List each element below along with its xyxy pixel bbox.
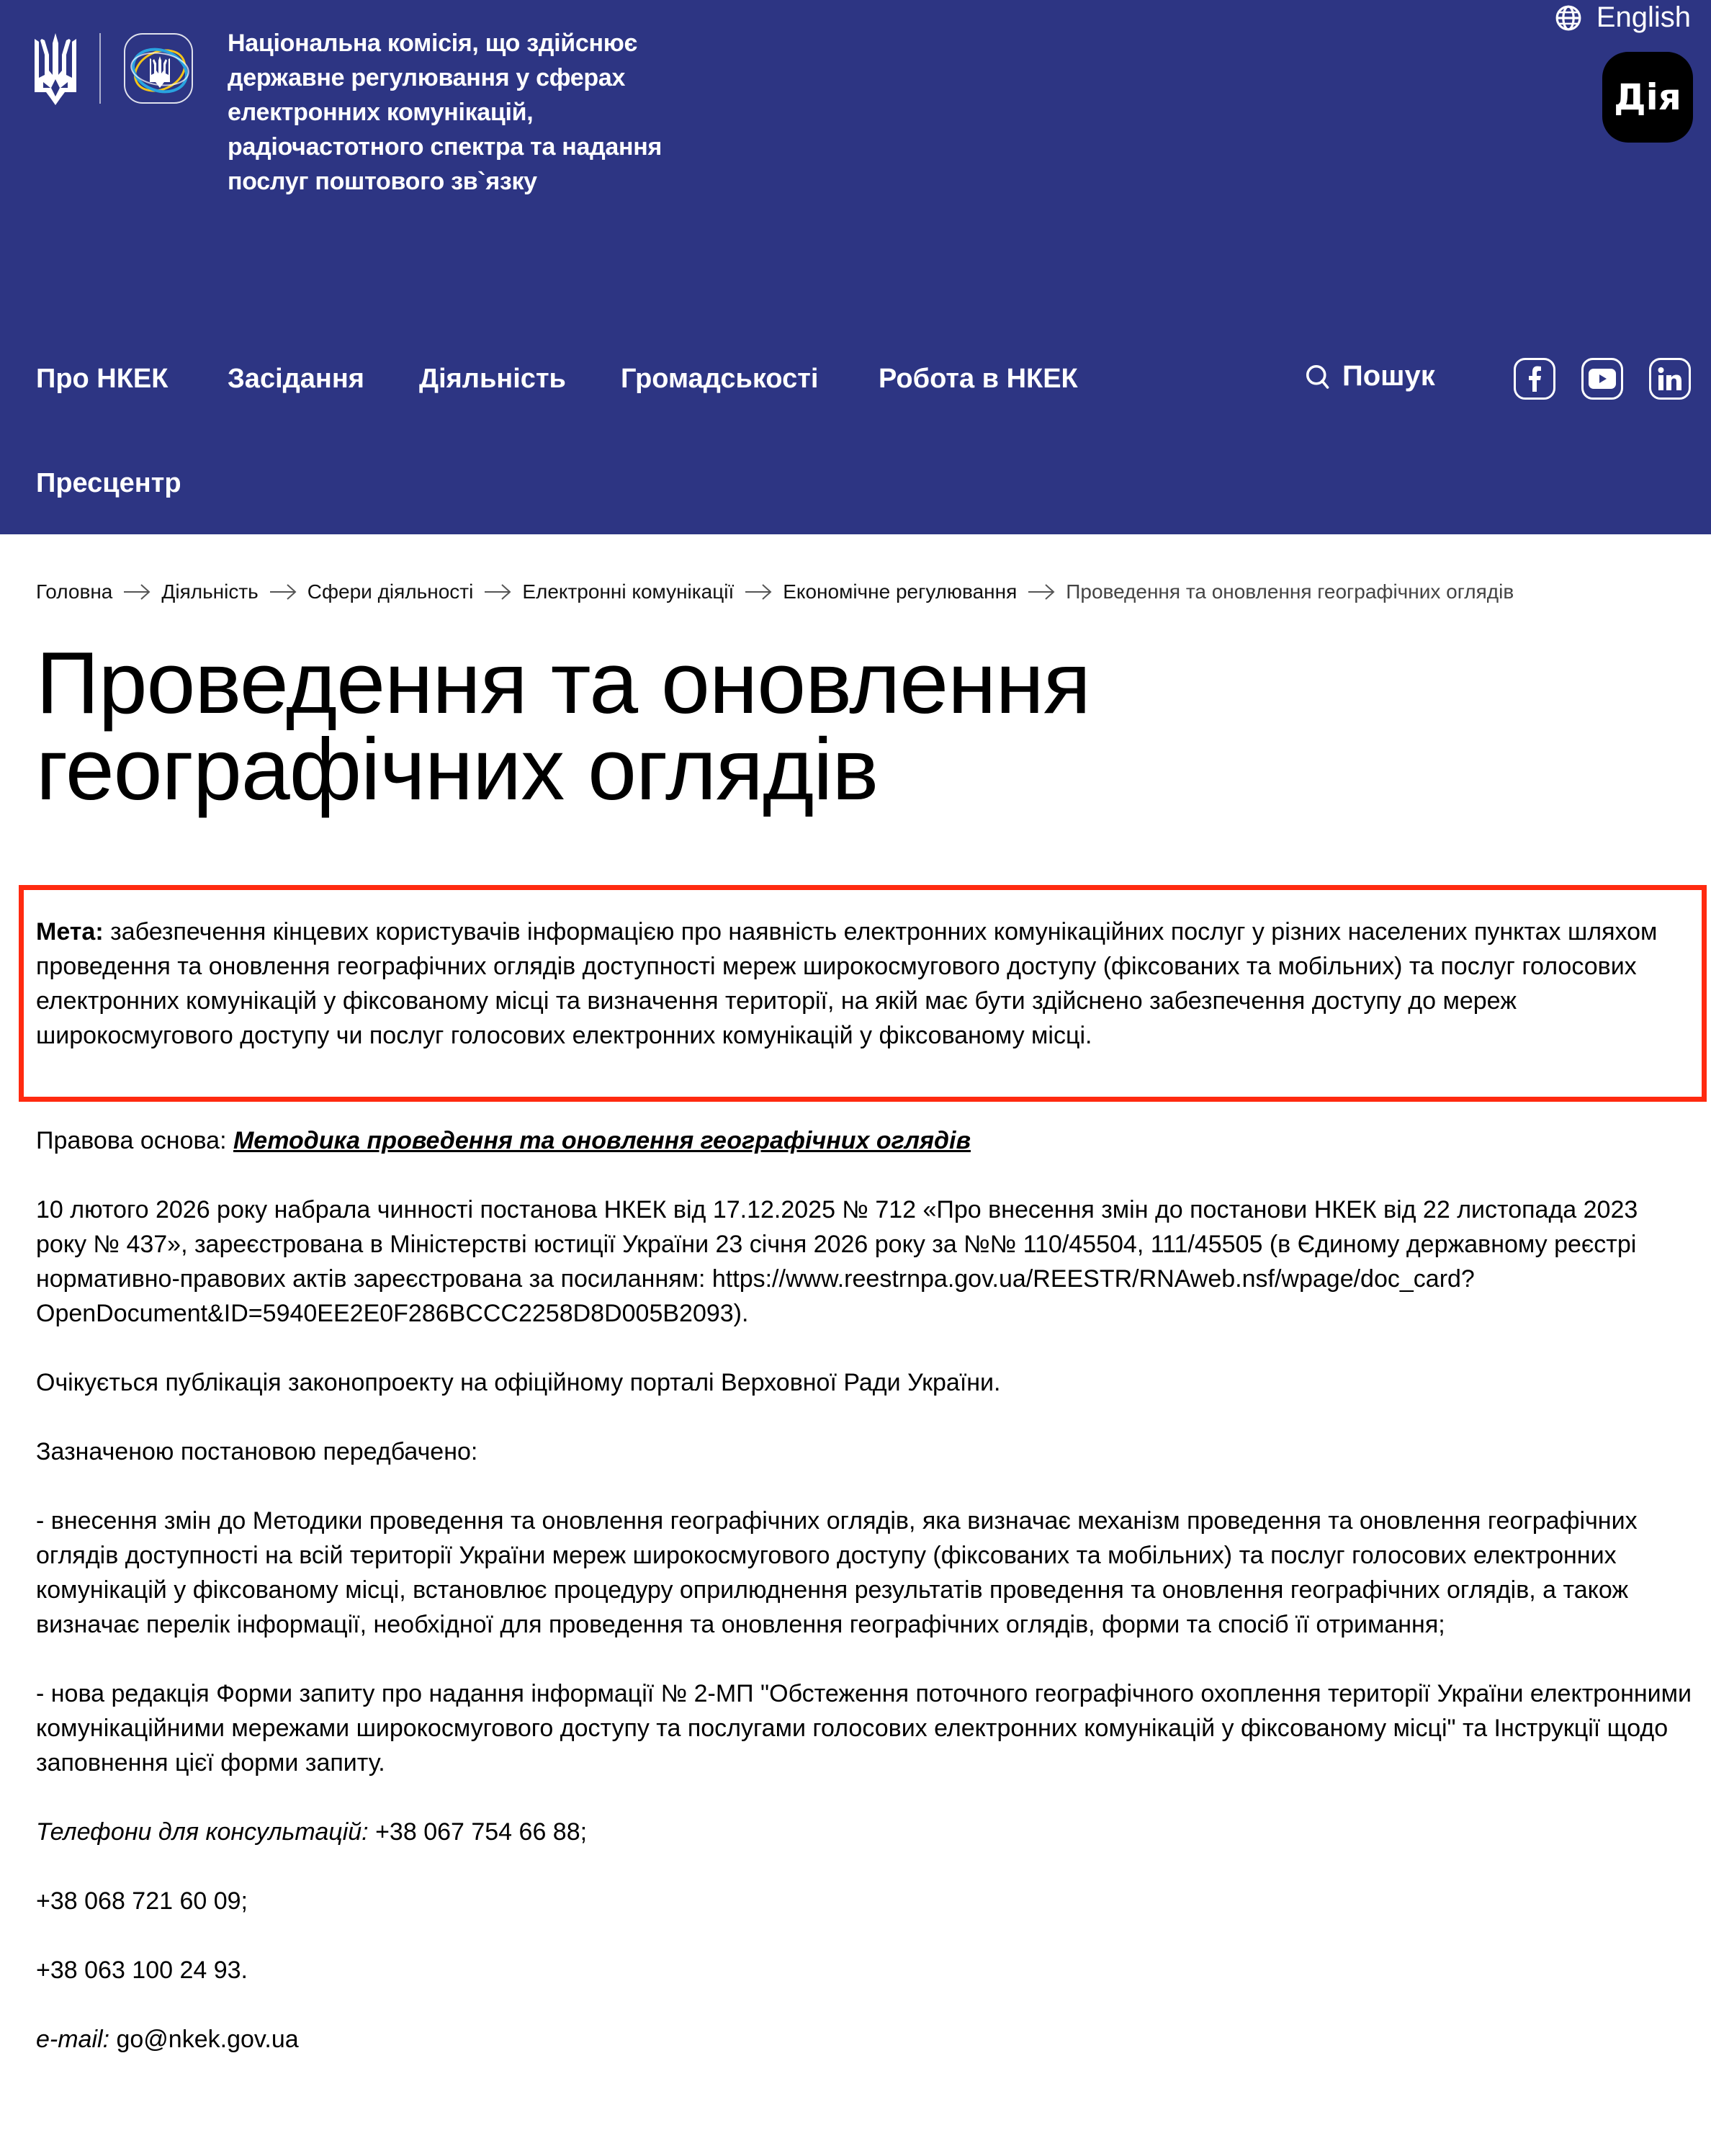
language-switch[interactable]	[1555, 1, 1691, 34]
organization-title[interactable]	[228, 26, 732, 199]
breadcrumb	[36, 580, 1514, 603]
search-icon	[1305, 364, 1331, 390]
diia-button[interactable]	[1602, 52, 1693, 143]
youtube-icon	[1589, 369, 1616, 389]
language-label: English	[1596, 1, 1691, 33]
youtube-link[interactable]	[1581, 358, 1623, 400]
search-label: Пошук	[1342, 360, 1435, 392]
methodology-link[interactable]: Методика проведення та оновлення географічних оглядів	[233, 1127, 971, 1154]
linkedin-icon	[1658, 367, 1682, 390]
arrow-right-icon	[744, 583, 773, 601]
email-line	[36, 2022, 1692, 2057]
arrow-right-icon	[122, 583, 151, 601]
trident-coat-of-arms-icon[interactable]	[35, 33, 76, 105]
breadcrumb-economic-regulation[interactable]: Економічне регулювання	[783, 580, 1018, 603]
globe-icon	[1555, 4, 1582, 32]
page-title-line: Проведення та оновлення	[36, 634, 1090, 732]
nav-item-careers[interactable]: Робота в НКЕК	[879, 364, 1078, 394]
breadcrumb-electronic-communications[interactable]: Електронні комунікації	[522, 580, 735, 603]
search-button[interactable]	[1305, 360, 1435, 392]
provision-item: - внесення змін до Методики проведення та оновлення географічних оглядів, яка визначає механізм проведення та оновлення географічних оглядів доступності на всій території України мереж широкосмугового доступу (фіксованих та мобільних) та послуг голосових електронних комунікацій у фіксованому місці, встановлює процедуру оприлюднення результатів проведення та оновлення географічних оглядів, а також визначає перелік інформації, необхідної для проведення та оновлення географічних оглядів, форми та спосіб її отримання;	[36, 1507, 1638, 1638]
facebook-icon	[1527, 366, 1542, 392]
phones-label: Телефони для консультацій:	[36, 1818, 369, 1846]
org-title-line: Національна комісія, що здійснює	[228, 30, 637, 57]
nkek-logo[interactable]	[124, 33, 193, 104]
legal-basis	[36, 1123, 1692, 1158]
nav-item-public[interactable]: Громадськості	[621, 364, 819, 394]
breadcrumb-home[interactable]: Головна	[36, 580, 113, 603]
breadcrumb-areas[interactable]: Сфери діяльності	[307, 580, 474, 603]
page-content	[36, 1123, 1692, 2091]
legal-basis-label: Правова основа:	[36, 1127, 233, 1154]
nav-item-press-center[interactable]: Пресцентр	[36, 468, 181, 498]
diia-label: Дія	[1614, 76, 1681, 118]
phones-line	[36, 1815, 1692, 1849]
goal-label: Мета:	[36, 918, 104, 946]
page-title	[36, 634, 1404, 818]
goal-paragraph	[36, 915, 1692, 1053]
phone-number[interactable]: +38 067 754 66 88;	[368, 1818, 588, 1846]
arrow-right-icon	[1027, 583, 1056, 601]
nav-item-meetings[interactable]: Засідання	[228, 364, 364, 394]
site-header	[0, 0, 1711, 534]
breadcrumb-current: Проведення та оновлення географічних оглядів	[1066, 580, 1514, 603]
page-title-line: географічних оглядів	[36, 720, 879, 818]
provisions-intro: Зазначеною постановою передбачено:	[36, 1438, 478, 1465]
phone-number[interactable]: +38 063 100 24 93.	[36, 1957, 248, 1984]
facebook-link[interactable]	[1514, 358, 1555, 400]
nkek-emblem-icon	[125, 35, 193, 104]
breadcrumb-activity[interactable]: Діяльність	[161, 580, 259, 603]
publication-paragraph: Очікується публікація законопроекту на офіційному порталі Верховної Ради України.	[36, 1369, 1001, 1396]
linkedin-link[interactable]	[1649, 358, 1691, 400]
org-title-line: послуг поштового зв`язку	[228, 168, 537, 195]
email-label: e-mail:	[36, 2026, 110, 2053]
arrow-right-icon	[483, 583, 512, 601]
org-title-line: електронних комунікацій,	[228, 99, 534, 126]
org-title-line: радіочастотного спектра та надання	[228, 133, 662, 161]
nav-item-activity[interactable]: Діяльність	[419, 364, 566, 394]
goal-text: забезпечення кінцевих користувачів інформацією про наявність електронних комунікаційних послуг у різних населених пунктах шляхом проведення та оновлення географічних оглядів доступності мереж широкосмугового доступу (фіксованих та мобільних) та послуг голосових електронних комунікацій у фіксованому місці та визначення території, на якій має бути здійснено забезпечення доступу до мереж широкосмугового доступу чи послуг голосових електронних комунікацій у фіксованому місці.	[36, 918, 1658, 1049]
org-title-line: державне регулювання у сферах	[228, 64, 626, 91]
provision-item: - нова редакція Форми запиту про надання інформації № 2-МП "Обстеження поточного географічного охоплення території України електронними комунікаційними мережами широкосмугового доступу та послугами голосових електронних комунікацій у фіксованому місці" та Інструкції щодо заповнення цієї форми запиту.	[36, 1680, 1692, 1777]
nav-item-about[interactable]: Про НКЕК	[36, 364, 169, 394]
email-link[interactable]: go@nkek.gov.ua	[109, 2026, 299, 2053]
phone-number[interactable]: +38 068 721 60 09;	[36, 1887, 248, 1915]
resolution-paragraph: 10 лютого 2026 року набрала чинності постанова НКЕК від 17.12.2025 № 712 «Про внесення змін до постанови НКЕК від 22 листопада 2023 року № 437», зареєстрована в Міністерстві юстиції України 23 січня 2026 року за №№ 110/45504, 111/45505 (в Єдиному державному реєстрі нормативно-правових актів зареєстрована за посиланням: https://www.reestrnpa.gov.ua/REESTR/RNAweb.nsf/wpage/doc_card?OpenDocument&ID=5940EE2E0F286BCCC2258D8D005B2093).	[36, 1196, 1638, 1327]
logo-divider	[99, 33, 101, 104]
arrow-right-icon	[269, 583, 297, 601]
